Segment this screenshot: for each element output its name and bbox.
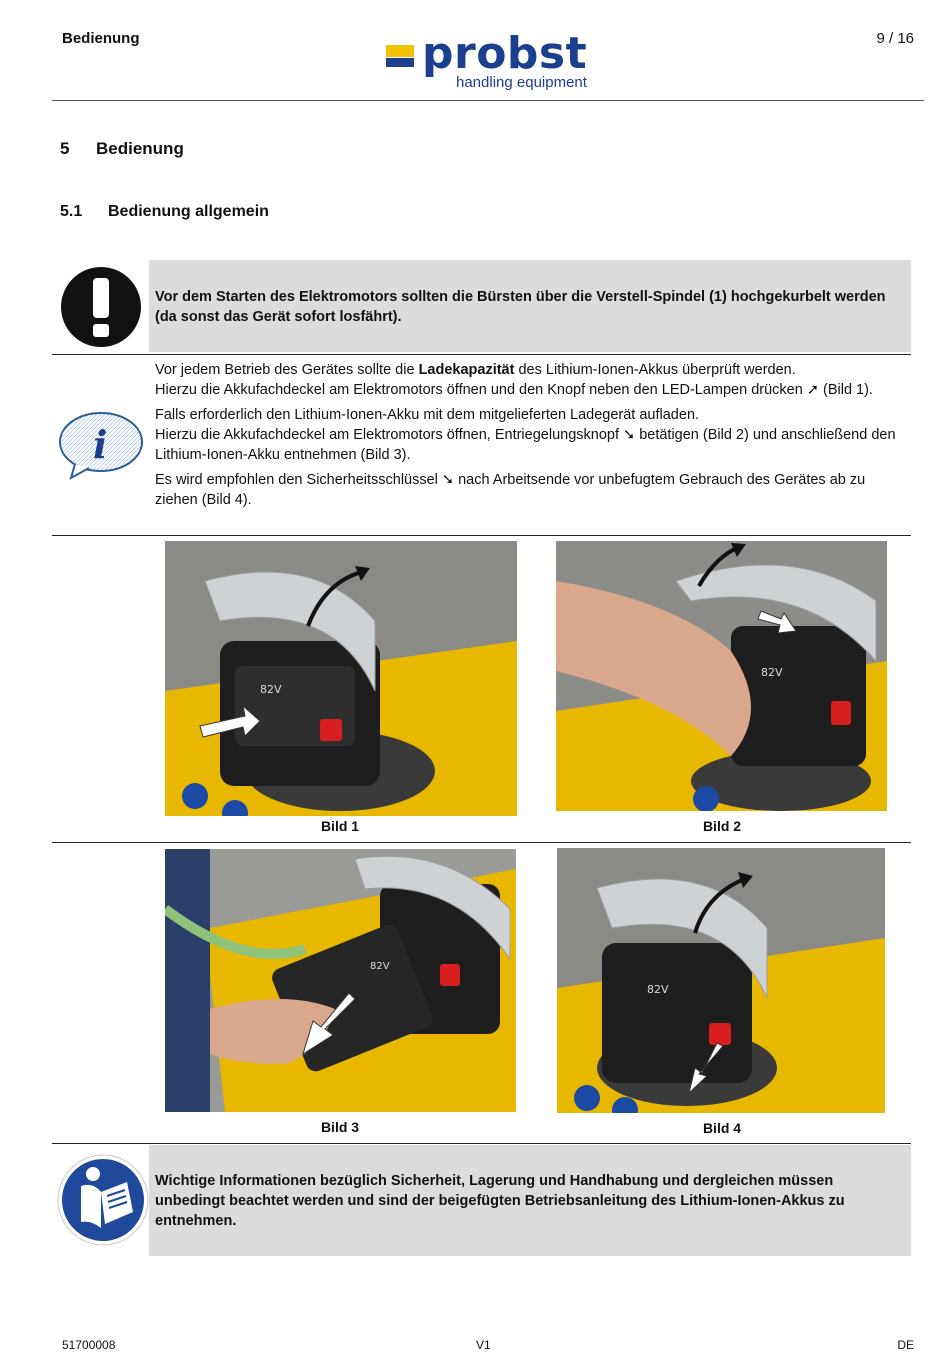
heading-1: [60, 139, 184, 159]
battery-label: 82V: [370, 961, 390, 972]
warning-text: Vor dem Starten des Elektromotors sollten die Bürsten über die Verstell-Spindel (1) hochgekurbelt werden (da sonst das Gerät sofort losfährt).: [155, 289, 886, 325]
notice-text: Wichtige Informationen bezüglich Sicherheit, Lagerung und Handhabung und dergleichen müssen unbedingt beachtet werden und sind der beigefügten Betriebsanleitung des Lithium-Ionen-Akkus zu entnehmen.: [155, 1173, 845, 1229]
info-paragraph-3: Es wird empfohlen den Sicherheitsschlüssel ➘ nach Arbeitsende vor unbefugtem Gebrauch des Gerätes ab zu ziehen (Bild 4).: [155, 472, 866, 508]
divider: [52, 842, 911, 843]
page-number: 9 / 16: [876, 30, 914, 47]
battery-label: 82V: [761, 666, 783, 679]
info-paragraph-1: [155, 360, 900, 400]
info-p2-line1: Falls erforderlich den Lithium-Ionen-Akku mit dem mitgelieferten Ladegerät aufladen.: [155, 407, 700, 423]
heading-2-number: 5.1: [60, 203, 83, 220]
header-divider: [52, 100, 924, 101]
info-p1-before: Vor jedem Betrieb des Gerätes sollte die: [155, 362, 419, 378]
photo-bild-4: [557, 848, 885, 1113]
caption-bild-2: Bild 2: [702, 818, 742, 834]
info-text: [155, 360, 900, 515]
divider: [52, 535, 911, 536]
svg-text:i: i: [93, 422, 108, 467]
heading-2: [60, 203, 269, 221]
divider: [52, 1143, 911, 1144]
heading-1-number: 5: [60, 139, 70, 158]
logo-brand: probst: [422, 28, 588, 79]
info-paragraph-2: [155, 405, 900, 465]
footer-version: V1: [476, 1338, 491, 1352]
caption-bild-1: Bild 1: [320, 818, 360, 834]
battery-label: 82V: [260, 683, 282, 696]
logo-mark-yellow: [386, 45, 414, 57]
photo-bild-2: [556, 541, 887, 811]
exclamation-icon: [60, 266, 142, 348]
logo-mark-blue: [386, 58, 414, 67]
info-bubble-icon: [57, 410, 145, 482]
heading-1-title: Bedienung: [96, 139, 184, 158]
caption-bild-4: Bild 4: [702, 1120, 742, 1136]
logo-tagline: handling equipment: [456, 74, 587, 91]
photo-bild-1: [165, 541, 517, 816]
probst-logo: [386, 28, 601, 96]
caption-bild-3: Bild 3: [320, 1119, 360, 1135]
heading-2-title: Bedienung allgemein: [108, 203, 269, 220]
footer-doc-number: 51700008: [62, 1338, 116, 1352]
info-p1-bold: Ladekapazität: [418, 362, 515, 378]
read-manual-icon: [57, 1150, 149, 1250]
info-p2-line2: Hierzu die Akkufachdeckel am Elektromotors öffnen, Entriegelungsknopf ➘ betätigen (Bild 2) und anschließend den Lithium-Ionen-Akku entnehmen (Bild 3).: [155, 427, 896, 463]
header-section-label: Bedienung: [62, 30, 140, 47]
info-p1-after: des Lithium-Ionen-Akkus überprüft werden.: [514, 362, 796, 378]
footer-language: DE: [897, 1338, 914, 1352]
info-p1-line2: Hierzu die Akkufachdeckel am Elektromotors öffnen und den Knopf neben den LED-Lampen drücken ➚ (Bild 1).: [155, 382, 873, 398]
battery-label: 82V: [647, 983, 669, 996]
photo-bild-3: [165, 849, 516, 1112]
divider: [52, 354, 911, 355]
